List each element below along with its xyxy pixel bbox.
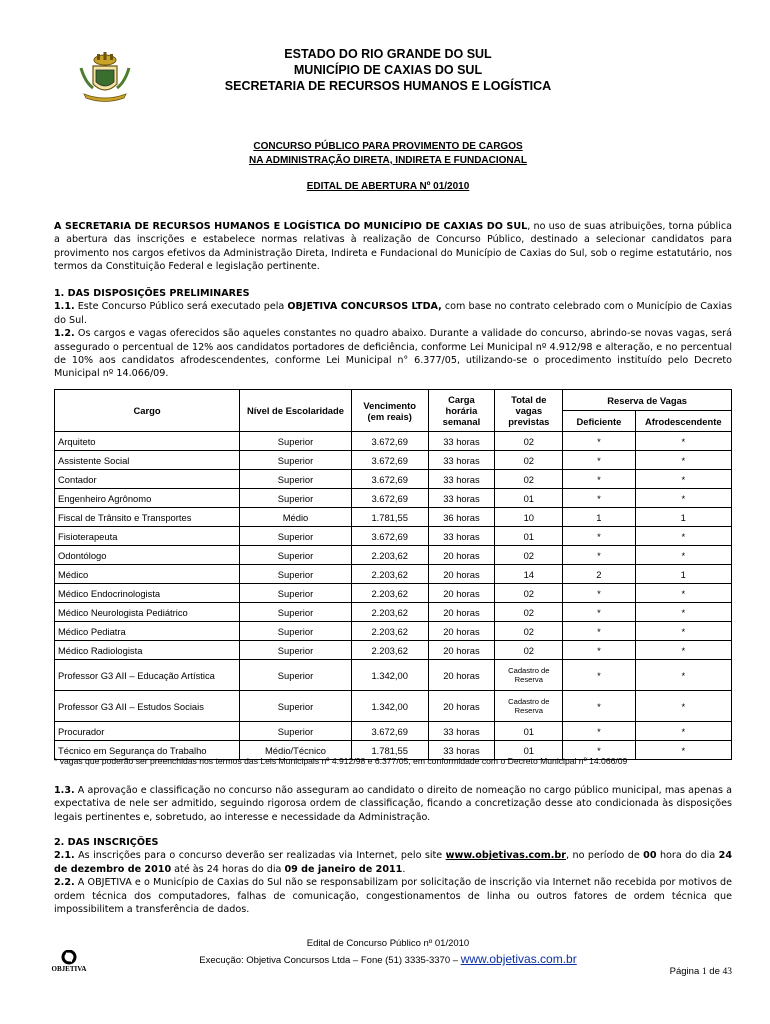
edital-title: EDITAL DE ABERTURA Nº 01/2010 bbox=[306, 181, 470, 192]
cell-nivel: Superior bbox=[240, 584, 352, 603]
cell-vencimento: 2.203,62 bbox=[351, 546, 428, 565]
cell-vencimento: 2.203,62 bbox=[351, 641, 428, 660]
cell-afro: * bbox=[635, 527, 731, 546]
cell-afro: * bbox=[635, 489, 731, 508]
cell-afro: * bbox=[635, 641, 731, 660]
header-total: Total de vagas previstas bbox=[495, 390, 563, 432]
subtitle-line1: CONCURSO PÚBLICO PARA PROVIMENTO DE CARGOS bbox=[253, 141, 523, 152]
table-row bbox=[55, 660, 732, 691]
cell-deficiente: * bbox=[563, 546, 635, 565]
cell-afro: * bbox=[635, 546, 731, 565]
cell-carga: 36 horas bbox=[428, 508, 495, 527]
cell-vencimento: 3.672,69 bbox=[351, 489, 428, 508]
cell-total: 01 bbox=[495, 741, 563, 760]
cell-vencimento: 3.672,69 bbox=[351, 432, 428, 451]
cell-nivel: Superior bbox=[240, 489, 352, 508]
table-row bbox=[55, 691, 732, 722]
table-row bbox=[55, 470, 732, 489]
cell-vencimento: 2.203,62 bbox=[351, 565, 428, 584]
cell-carga: 33 horas bbox=[428, 432, 495, 451]
cell-afro: * bbox=[635, 722, 731, 741]
subtitle-line2: NA ADMINISTRAÇÃO DIRETA, INDIRETA E FUNDACIONAL bbox=[249, 155, 527, 166]
table-row bbox=[55, 451, 732, 470]
cell-nivel: Superior bbox=[240, 451, 352, 470]
cell-vencimento: 2.203,62 bbox=[351, 603, 428, 622]
table-row bbox=[55, 722, 732, 741]
header-reserva: Reserva de Vagas bbox=[563, 390, 732, 411]
cell-cargo: Procurador bbox=[55, 722, 240, 741]
cell-afro: * bbox=[635, 691, 731, 722]
header-deficiente: Deficiente bbox=[563, 411, 635, 432]
cell-afro: * bbox=[635, 451, 731, 470]
cell-total: 02 bbox=[495, 432, 563, 451]
cell-afro: * bbox=[635, 584, 731, 603]
contest-subtitle bbox=[100, 140, 676, 168]
section1 bbox=[54, 287, 732, 381]
cell-carga: 33 horas bbox=[428, 722, 495, 741]
table-row bbox=[55, 584, 732, 603]
cell-vencimento: 3.672,69 bbox=[351, 470, 428, 489]
cell-nivel: Superior bbox=[240, 470, 352, 489]
table-row bbox=[55, 603, 732, 622]
cell-cargo: Médico Neurologista Pediátrico bbox=[55, 603, 240, 622]
header-state: ESTADO DO RIO GRANDE DO SUL bbox=[284, 47, 492, 61]
header-vencimento: Vencimento (em reais) bbox=[351, 390, 428, 432]
cell-deficiente: * bbox=[563, 470, 635, 489]
section2 bbox=[54, 836, 732, 916]
page-number: Página 1 de 43 bbox=[669, 966, 732, 977]
paragraph-1-2: 1.2. Os cargos e vagas oferecidos são aqueles constantes no quadro abaixo. Durante a validade do concurso, abrindo-se novas vagas, será assegurado o percentual de 12% aos candidatos portadores de deficiência, conforme Lei Municipal nº 4.912/98 e alteração, e no percentual de 10% aos candidatos afrodescendentes, conforme Lei Municipal n° 6.377/05, utilizando-se o procedimento instituído pelo Decreto Municipal nº 14.066/09. bbox=[54, 328, 732, 380]
cell-deficiente: * bbox=[563, 622, 635, 641]
cell-afro: 1 bbox=[635, 508, 731, 527]
cell-cargo: Médico bbox=[55, 565, 240, 584]
paragraph-2-2: 2.2. A OBJETIVA e o Município de Caxias do Sul não se responsabilizam por solicitação de inscrição via Internet não recebida por motivos de ordem técnica dos computadores, falhas de comunicação, congestionamentos de linha ou outros fatores de ordem técnica que impossibilitem a transferência de dados. bbox=[54, 877, 732, 916]
table-row bbox=[55, 489, 732, 508]
cell-carga: 33 horas bbox=[428, 489, 495, 508]
intro-text: , no uso de suas atribuições, torna pública a abertura das inscrições e estabelece normas relativas à realização de Concurso Público, destinado a selecionar candidatos para provimento nos cargos efetivos da Administração Direta, Indireta e Fundacional do Município de Caxias do Sul, sob o regime estatutário, nos termos da Constituição Federal e legislação pertinente. bbox=[54, 221, 732, 273]
cell-carga: 33 horas bbox=[428, 741, 495, 760]
header-municipality: MUNICÍPIO DE CAXIAS DO SUL bbox=[293, 63, 483, 77]
cell-vencimento: 1.781,55 bbox=[351, 508, 428, 527]
cell-cargo: Técnico em Segurança do Trabalho bbox=[55, 741, 240, 760]
cell-carga: 20 horas bbox=[428, 584, 495, 603]
header-carga: Carga horária semanal bbox=[428, 390, 495, 432]
table-row bbox=[55, 546, 732, 565]
cell-total: 02 bbox=[495, 546, 563, 565]
cell-cargo: Assistente Social bbox=[55, 451, 240, 470]
table-row bbox=[55, 432, 732, 451]
header-nivel: Nível de Escolaridade bbox=[240, 390, 352, 432]
cell-deficiente: 1 bbox=[563, 508, 635, 527]
site-link[interactable]: www.objetivas.com.br bbox=[445, 850, 566, 862]
cell-vencimento: 1.781,55 bbox=[351, 741, 428, 760]
cell-carga: 20 horas bbox=[428, 546, 495, 565]
cell-total: 02 bbox=[495, 584, 563, 603]
cell-afro: * bbox=[635, 470, 731, 489]
header-secretariat: SECRETARIA DE RECURSOS HUMANOS E LOGÍSTICA bbox=[224, 79, 552, 93]
cell-cargo: Engenheiro Agrônomo bbox=[55, 489, 240, 508]
cell-deficiente: * bbox=[563, 451, 635, 470]
objetiva-logo-text: OBJETIVA bbox=[51, 965, 87, 973]
cell-nivel: Médio/Técnico bbox=[240, 741, 352, 760]
cell-carga: 20 horas bbox=[428, 660, 495, 691]
footer-execution bbox=[150, 952, 626, 966]
cell-carga: 20 horas bbox=[428, 603, 495, 622]
header-afro: Afrodescendente bbox=[635, 411, 731, 432]
cell-total: 02 bbox=[495, 641, 563, 660]
paragraph-1-3: 1.3. A aprovação e classificação no concurso não asseguram ao candidato o direito de nomeação no cargo público municipal, mas apenas a expectativa de nele ser admitido, seguindo rigorosa ordem de classificação, ficando a concretização desse ato condicionada às disposições legais pertinentes e, sobretudo, ao interesse e necessidade da Administração. bbox=[54, 785, 732, 823]
cell-carga: 33 horas bbox=[428, 470, 495, 489]
intro-bold: A SECRETARIA DE RECURSOS HUMANOS E LOGÍSTICA DO MUNICÍPIO DE CAXIAS DO SUL bbox=[54, 221, 528, 232]
cell-deficiente: * bbox=[563, 691, 635, 722]
cell-vencimento: 3.672,69 bbox=[351, 451, 428, 470]
cell-nivel: Superior bbox=[240, 546, 352, 565]
cell-nivel: Superior bbox=[240, 660, 352, 691]
cell-nivel: Médio bbox=[240, 508, 352, 527]
positions-table bbox=[54, 389, 732, 760]
cell-total: 01 bbox=[495, 489, 563, 508]
paragraph-1-1: 1.1. Este Concurso Público será executado pela OBJETIVA CONCURSOS LTDA, com base no contrato celebrado com o Município de Caxias do Sul. bbox=[54, 301, 733, 326]
cell-afro: * bbox=[635, 432, 731, 451]
cell-total: Cadastro de Reserva bbox=[495, 660, 563, 691]
table-row bbox=[55, 641, 732, 660]
cell-deficiente: * bbox=[563, 660, 635, 691]
paragraph-2-1: 2.1. As inscrições para o concurso deverão ser realizadas via Internet, pelo site www.objetivas.com.br, no período de 00 hora do dia 24 de dezembro de 2010 até às 24 horas do dia 09 de janeiro de 2011. bbox=[54, 850, 732, 875]
cell-carga: 33 horas bbox=[428, 527, 495, 546]
cell-cargo: Professor G3 AII – Estudos Sociais bbox=[55, 691, 240, 722]
table-row bbox=[55, 565, 732, 584]
cell-cargo: Fiscal de Trânsito e Transportes bbox=[55, 508, 240, 527]
cell-nivel: Superior bbox=[240, 622, 352, 641]
table-row bbox=[55, 527, 732, 546]
cell-carga: 20 horas bbox=[428, 641, 495, 660]
cell-total: 02 bbox=[495, 470, 563, 489]
cell-afro: 1 bbox=[635, 565, 731, 584]
cell-deficiente: * bbox=[563, 432, 635, 451]
cell-total: 01 bbox=[495, 527, 563, 546]
cell-total: 02 bbox=[495, 603, 563, 622]
cell-cargo: Contador bbox=[55, 470, 240, 489]
cell-deficiente: * bbox=[563, 641, 635, 660]
cell-deficiente: * bbox=[563, 741, 635, 760]
cell-deficiente: * bbox=[563, 489, 635, 508]
cell-deficiente: * bbox=[563, 722, 635, 741]
cell-total: 02 bbox=[495, 622, 563, 641]
cell-nivel: Superior bbox=[240, 565, 352, 584]
footer-link[interactable]: www.objetivas.com.br bbox=[460, 952, 577, 966]
cell-vencimento: 1.342,00 bbox=[351, 691, 428, 722]
cell-cargo: Médico Radiologista bbox=[55, 641, 240, 660]
cell-carga: 20 horas bbox=[428, 565, 495, 584]
cell-vencimento: 2.203,62 bbox=[351, 584, 428, 603]
cell-cargo: Fisioterapeuta bbox=[55, 527, 240, 546]
cell-vencimento: 1.342,00 bbox=[351, 660, 428, 691]
intro-paragraph bbox=[54, 220, 732, 274]
document-header bbox=[150, 46, 626, 94]
cell-afro: * bbox=[635, 660, 731, 691]
cell-cargo: Arquiteto bbox=[55, 432, 240, 451]
cell-deficiente: * bbox=[563, 527, 635, 546]
cell-nivel: Superior bbox=[240, 527, 352, 546]
section2-title: 2. DAS INSCRIÇÕES bbox=[54, 837, 159, 848]
cell-carga: 20 horas bbox=[428, 622, 495, 641]
cell-vencimento: 3.672,69 bbox=[351, 722, 428, 741]
section1-title: 1. DAS DISPOSIÇÕES PRELIMINARES bbox=[54, 288, 250, 299]
cell-total: 02 bbox=[495, 451, 563, 470]
cell-afro: * bbox=[635, 622, 731, 641]
cell-vencimento: 2.203,62 bbox=[351, 622, 428, 641]
table-row bbox=[55, 622, 732, 641]
cell-nivel: Superior bbox=[240, 603, 352, 622]
cell-afro: * bbox=[635, 603, 731, 622]
cell-cargo: Professor G3 AII – Educação Artística bbox=[55, 660, 240, 691]
footer-edital: Edital de Concurso Público nº 01/2010 bbox=[306, 938, 470, 949]
cell-total: 10 bbox=[495, 508, 563, 527]
cell-afro: * bbox=[635, 741, 731, 760]
cell-deficiente: 2 bbox=[563, 565, 635, 584]
cell-deficiente: * bbox=[563, 584, 635, 603]
table-row bbox=[55, 508, 732, 527]
cell-cargo: Médico Pediatra bbox=[55, 622, 240, 641]
cell-vencimento: 3.672,69 bbox=[351, 527, 428, 546]
cell-nivel: Superior bbox=[240, 641, 352, 660]
cell-deficiente: * bbox=[563, 603, 635, 622]
table-note: * vagas que poderão ser preenchidas nos termos das Leis Municipais nº 4.912/98 e 6.377/05, em conformidade com o Decreto Municipal nº 14.066/09 bbox=[54, 756, 628, 766]
cell-cargo: Médico Endocrinologista bbox=[55, 584, 240, 603]
cell-cargo: Odontólogo bbox=[55, 546, 240, 565]
header-cargo: Cargo bbox=[55, 390, 240, 432]
cell-total: Cadastro de Reserva bbox=[495, 691, 563, 722]
cell-total: 14 bbox=[495, 565, 563, 584]
cell-nivel: Superior bbox=[240, 432, 352, 451]
cell-nivel: Superior bbox=[240, 691, 352, 722]
cell-total: 01 bbox=[495, 722, 563, 741]
municipal-crest-logo bbox=[76, 50, 134, 102]
cell-carga: 20 horas bbox=[428, 691, 495, 722]
footer-execution-text: Execução: Objetiva Concursos Ltda – Fone (51) 3335-3370 – bbox=[199, 955, 461, 966]
cell-nivel: Superior bbox=[240, 722, 352, 741]
cell-carga: 33 horas bbox=[428, 451, 495, 470]
